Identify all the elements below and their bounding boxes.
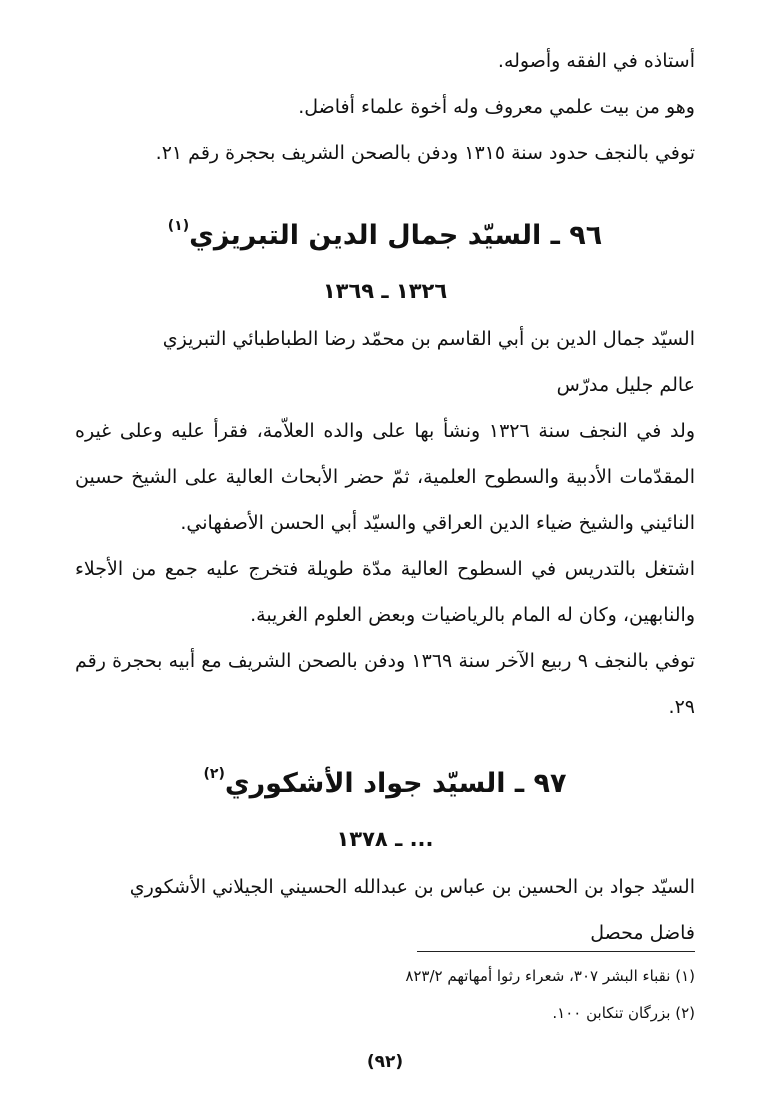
entry-96-title <box>75 196 695 266</box>
entry-97-footnote-ref: (٢) <box>203 766 225 782</box>
entry-96-paragraph-3: توفي بالنجف ٩ ربيع الآخر سنة ١٣٦٩ ودفن بالصحن الشريف مع أبيه بحجرة رقم ٢٩. <box>75 650 696 718</box>
entry-96-paragraph-2: اشتغل بالتدريس في السطوح العالية مدّة طويلة فتخرج عليه جمع من الأجلاء والنابهين، وكان له المام بالرياضيات وبعض العلوم الغريبة. <box>75 558 695 626</box>
footnotes-block <box>75 958 695 1032</box>
entry-97-descriptor: فاضل محصل <box>590 922 695 944</box>
intro-paragraph-2: وهو من بيت علمي معروف وله أخوة علماء أفاضل. <box>298 96 695 118</box>
entry-97-title <box>75 744 695 814</box>
entry-96-paragraph-1: ولد في النجف سنة ١٣٢٦ ونشأ بها على والده العلاّمة، فقرأ عليه وعلى غيره المقدّمات الأدبية والسطوح العلمية، ثمّ حضر الأبحاث العالية على الشيخ حسين النائيني والشيخ ضياء الدين العراقي والسيّد أبي الحسن الأصفهاني. <box>75 420 695 534</box>
page-number: (٩٢) <box>366 1052 404 1072</box>
main-text-block <box>75 38 695 956</box>
entry-97-name-line: السيّد جواد بن الحسين بن عباس بن عبدالله الحسيني الجيلاني الأشكوري <box>129 876 695 898</box>
entry-96-footnote-ref: (١) <box>167 218 190 234</box>
footnote-2: (٢) بزرگان تنكابن ١٠٠. <box>552 1004 695 1022</box>
entry-96-dates: ١٣٢٦ ـ ١٣٦٩ <box>322 279 448 303</box>
footnote-divider <box>417 951 695 952</box>
entry-97-dates: ... ـ ١٣٧٨ <box>336 827 434 851</box>
footnote-1: (١) نقباء البشر ٣٠٧، شعراء رثوا أمهاتهم ٨٢٣/٢ <box>405 967 695 985</box>
intro-paragraph-3: توفي بالنجف حدود سنة ١٣١٥ ودفن بالصحن الشريف بحجرة رقم ٢١. <box>155 142 695 164</box>
entry-96-descriptor: عالم جليل مدرّس <box>556 374 695 396</box>
entry-97-title-text: ٩٧ ـ السيّد جواد الأشكوري <box>224 768 567 799</box>
entry-96-name-line: السيّد جمال الدين بن أبي القاسم بن محمّد رضا الطباطبائي التبريزي <box>162 328 695 350</box>
entry-96-title-text: ٩٦ ـ السيّد جمال الدين التبريزي <box>189 220 603 251</box>
intro-paragraph-1: أستاذه في الفقه وأصوله. <box>497 50 695 72</box>
